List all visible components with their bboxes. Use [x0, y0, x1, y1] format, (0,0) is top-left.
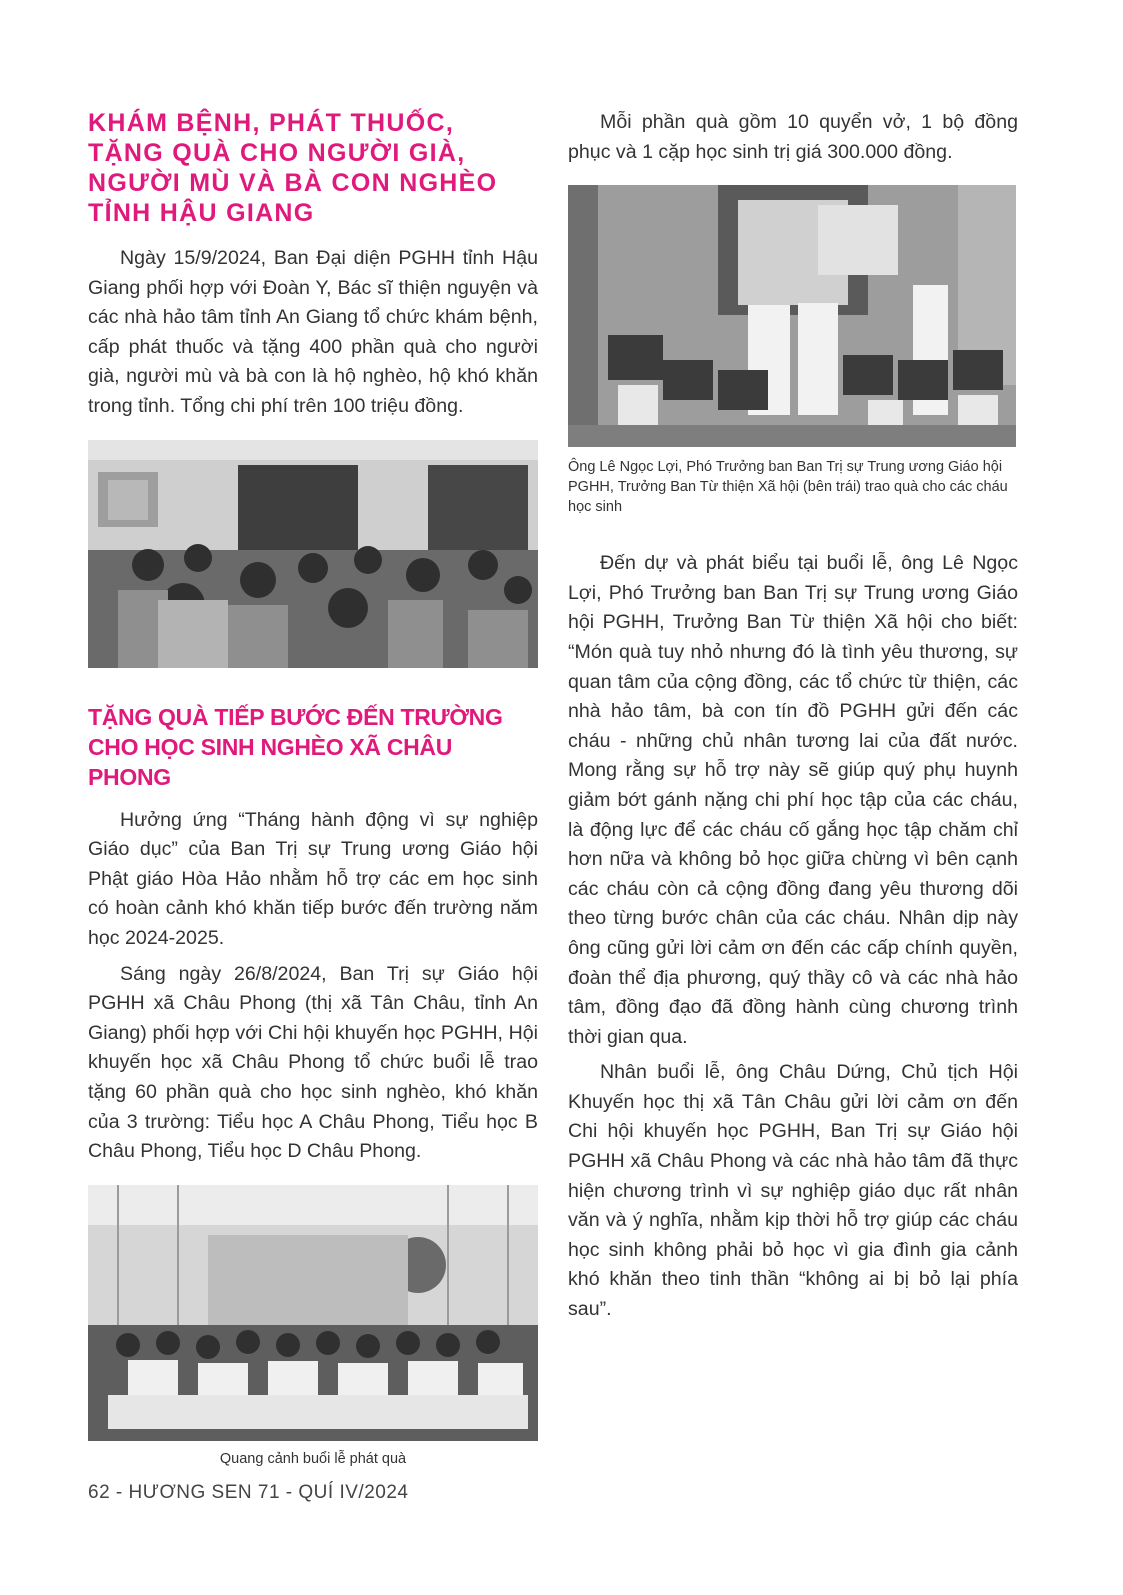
- speech-paragraph: Đến dự và phát biểu tại buổi lễ, ông Lê Ngọc Lợi, Phó Trưởng ban Ban Trị sự Trung ương Giáo hội PGHH, Trưởng Ban Từ thiện Xã hội cho biết: “Món quà tuy nhỏ nhưng đó là tình yêu thương, sự quan tâm của cộng đồng, các tổ chức từ thiện, các nhà hảo tâm, bà con tín đồ PGHH gửi đến các cháu - những chủ nhân tương lai của đất nước. Mong rằng sự hỗ trợ này sẽ giúp quý phụ huynh giảm bớt gánh nặng chi phí học tập của các cháu, là động lực để các cháu cố gắng học tập chăm chỉ hơn nữa và không bỏ học giữa chừng vì bên cạnh các cháu còn cả cộng đồng đang yêu thương dõi theo từng bước chân của các cháu. Nhân dịp này ông cũng gửi lời cảm ơn đến các cấp chính quyền, đoàn thể địa phương, quý thầy cô và các nhà hảo tâm, đồng đạo đã đồng hành cùng chương trình thời gian qua.: [568, 552, 1018, 1048]
- right-column: [568, 108, 1018, 1325]
- article2-heading: TẶNG QUÀ TIẾP BƯỚC ĐẾN TRƯỜNG CHO HỌC SINH NGHÈO XÃ CHÂU PHONG: [88, 703, 503, 790]
- left-column: [88, 108, 538, 1469]
- gift-giving-photo-illustration: [568, 185, 1016, 447]
- article2-paragraph-2: Sáng ngày 26/8/2024, Ban Trị sự Giáo hội PGHH xã Châu Phong (thị xã Tân Châu, tỉnh An Giang) phối hợp với Chi hội khuyến học PGHH, Hội khuyến học xã Châu Phong tổ chức buổi lễ trao tặng 60 phần quà cho học sinh nghèo, khó khăn của 3 trường: Tiểu học A Châu Phong, Tiểu học B Châu Phong, Tiểu học D Châu Phong.: [88, 962, 538, 1163]
- page-footer: 62 - HƯƠNG SEN 71 - QUÍ IV/2024: [88, 1482, 409, 1503]
- article1-paragraph: Ngày 15/9/2024, Ban Đại diện PGHH tỉnh Hậu Giang phối hợp với Đoàn Y, Bác sĩ thiện nguyện và các nhà hảo tâm tỉnh An Giang tổ chức khám bệnh, cấp phát thuốc và tặng 400 phần quà cho người già, người mù và bà con là hộ nghèo, hộ khó khăn trong tỉnh. Tổng chi phí trên 100 triệu đồng.: [88, 247, 538, 417]
- thanks-paragraph: Nhân buổi lễ, ông Châu Dứng, Chủ tịch Hội Khuyến học thị xã Tân Châu gửi lời cảm ơn đến Chi hội khuyến học PGHH, Ban Trị sự Giáo hội PGHH xã Châu Phong và các nhà hảo tâm đã thực hiện chương trình vì sự nghiệp giáo dục rất nhân văn và ý nghĩa, nhằm kịp thời hỗ trợ giúp các cháu học sinh không phải bỏ học vì gia đình gia cảnh khó khăn theo tinh thần “không ai bị bỏ lại phía sau”.: [568, 1061, 1018, 1321]
- gift-giving-photo: [568, 185, 1016, 447]
- ceremony-photo-illustration: [88, 1185, 538, 1441]
- crowd-photo: [88, 440, 538, 668]
- article1-heading: KHÁM BỆNH, PHÁT THUỐC, TẶNG QUÀ CHO NGƯỜI GIÀ, NGƯỜI MÙ VÀ BÀ CON NGHÈO TỈNH HẬU GIANG: [88, 109, 498, 227]
- ceremony-photo: [88, 1185, 538, 1441]
- gift-giving-photo-caption: Ông Lê Ngọc Lợi, Phó Trưởng ban Ban Trị sự Trung ương Giáo hội PGHH, Trưởng Ban Từ thiện Xã hội (bên trái) trao quà cho các cháu học sinh: [568, 459, 1008, 516]
- gift-description: Mỗi phần quà gồm 10 quyển vở, 1 bộ đồng phục và 1 cặp học sinh trị giá 300.000 đồng.: [568, 111, 1018, 163]
- crowd-photo-illustration: [88, 440, 538, 668]
- ceremony-photo-caption: Quang cảnh buổi lễ phát quà: [219, 1450, 407, 1467]
- article2-paragraph-1: Hưởng ứng “Tháng hành động vì sự nghiệp Giáo dục” của Ban Trị sự Trung ương Giáo hội Phật giáo Hòa Hảo nhằm hỗ trợ các em học sinh có hoàn cảnh khó khăn tiếp bước đến trường năm học 2024-2025.: [88, 808, 538, 949]
